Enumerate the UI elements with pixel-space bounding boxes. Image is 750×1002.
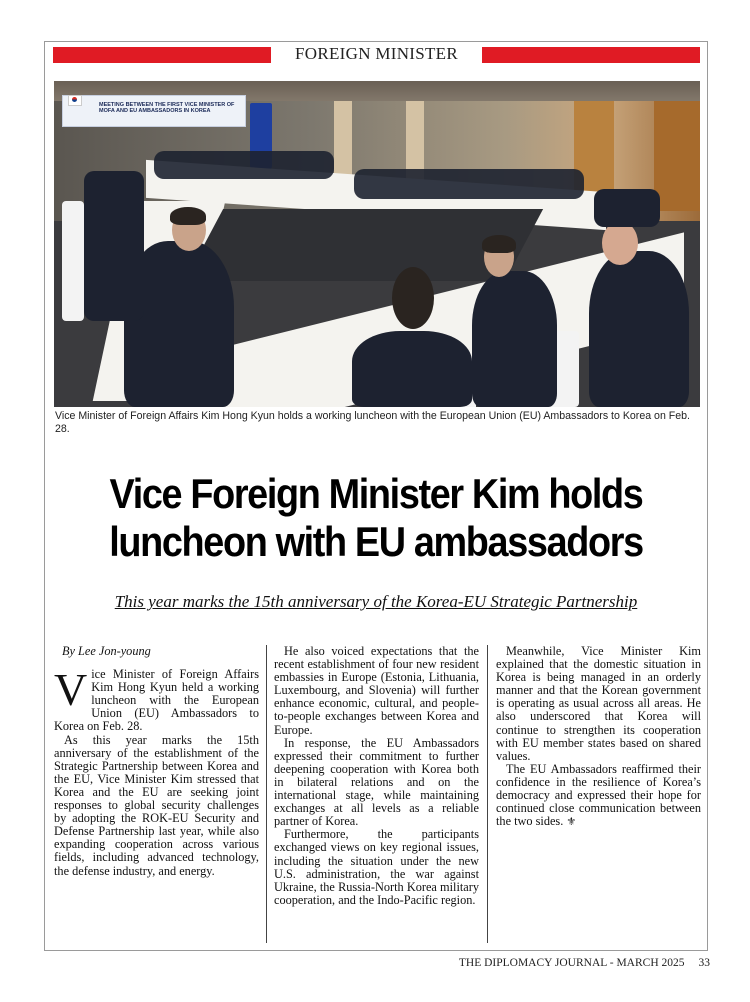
article-paragraph: As this year marks the 15th anniversary of the establishment of the Strategic Partnership between Korea and the EU, Vice Minister Kim stressed that Korea and the EU are seeking joint responses to global security challenges by adopting the ROK-EU Security and Defense Partnership last year, while also expanding cooperation across various fields, including advanced technology, the defense industry, and energy. xyxy=(54,732,259,878)
article-column-3 xyxy=(496,645,701,829)
article-paragraph: Furthermore, the participants exchanged views on key regional issues, including the situation under the new U.S. administration, the war against Ukraine, the Russia-North Korea military cooperation, and the Indo-Pacific region. xyxy=(274,827,479,907)
person-right-2 xyxy=(589,251,689,407)
page-number: 33 xyxy=(698,957,710,969)
end-mark-icon: ⚜ xyxy=(566,816,577,829)
korea-flag-icon xyxy=(68,95,82,106)
publication-name: THE DIPLOMACY JOURNAL - MARCH 2025 xyxy=(458,957,685,969)
article-photo xyxy=(54,81,700,407)
photo-caption: Vice Minister of Foreign Affairs Kim Hong Kyun holds a working luncheon with the European Union (EU) Ambassadors to Korea on Feb. 28. xyxy=(55,410,690,435)
article-paragraph: The EU Ambassadors reaffirmed their confidence in the resilience of Korea’s democracy and expressed their hope for continued close communication between the two sides. ⚜ xyxy=(496,761,701,829)
article-paragraph: Meanwhile, Vice Minister Kim explained that the domestic situation in Korea is being managed in an orderly manner and that the Korean government is operating as usual across all areas. He also underscored that Korea will continue to strengthen its cooperation with EU member states based on shared values. xyxy=(496,644,701,763)
article-paragraph: He also voiced expectations that the recent establishment of four new resident embassies in Europe (Estonia, Lithuania, Luxembourg, and Slovenia) will further enhance economic, cultural, and people-to-people exchanges between Korea and Europe. xyxy=(274,644,479,737)
screen-text: MEETING BETWEEN THE FIRST VICE MINISTER OF MOFA AND EU AMBASSADORS IN KOREA xyxy=(99,102,235,114)
article-column-1 xyxy=(54,645,259,878)
person-center xyxy=(352,331,472,407)
person-right-1 xyxy=(472,271,557,407)
column-divider xyxy=(266,645,267,943)
article-paragraph: Vice Minister of Foreign Affairs Kim Hong Kyun held a working luncheon with the European Union (EU) Ambassadors to Korea on Feb. 28. xyxy=(54,664,259,734)
byline: By Lee Jon-young xyxy=(62,644,151,658)
subheadline: This year marks the 15th anniversary of the Korea-EU Strategic Partnership xyxy=(114,592,638,611)
article-paragraph: In response, the EU Ambassadors expressed their commitment to further deepening cooperation with Korea both in bilateral relations and on the international stage, while maintaining exchanges at all levels as a reliable partner of Korea. xyxy=(274,735,479,829)
article-column-2 xyxy=(274,645,479,907)
section-title: FOREIGN MINISTER xyxy=(295,44,458,63)
headline-line-1: Vice Foreign Minister Kim holds xyxy=(109,470,643,517)
headline-line-2: luncheon with EU ambassadors xyxy=(109,518,643,565)
drop-cap: V xyxy=(54,664,88,716)
section-bar-right xyxy=(482,47,700,63)
section-bar-left xyxy=(53,47,271,63)
headline xyxy=(77,470,675,566)
presentation-screen xyxy=(62,95,246,127)
page-footer xyxy=(0,957,710,969)
column-divider xyxy=(487,645,488,943)
